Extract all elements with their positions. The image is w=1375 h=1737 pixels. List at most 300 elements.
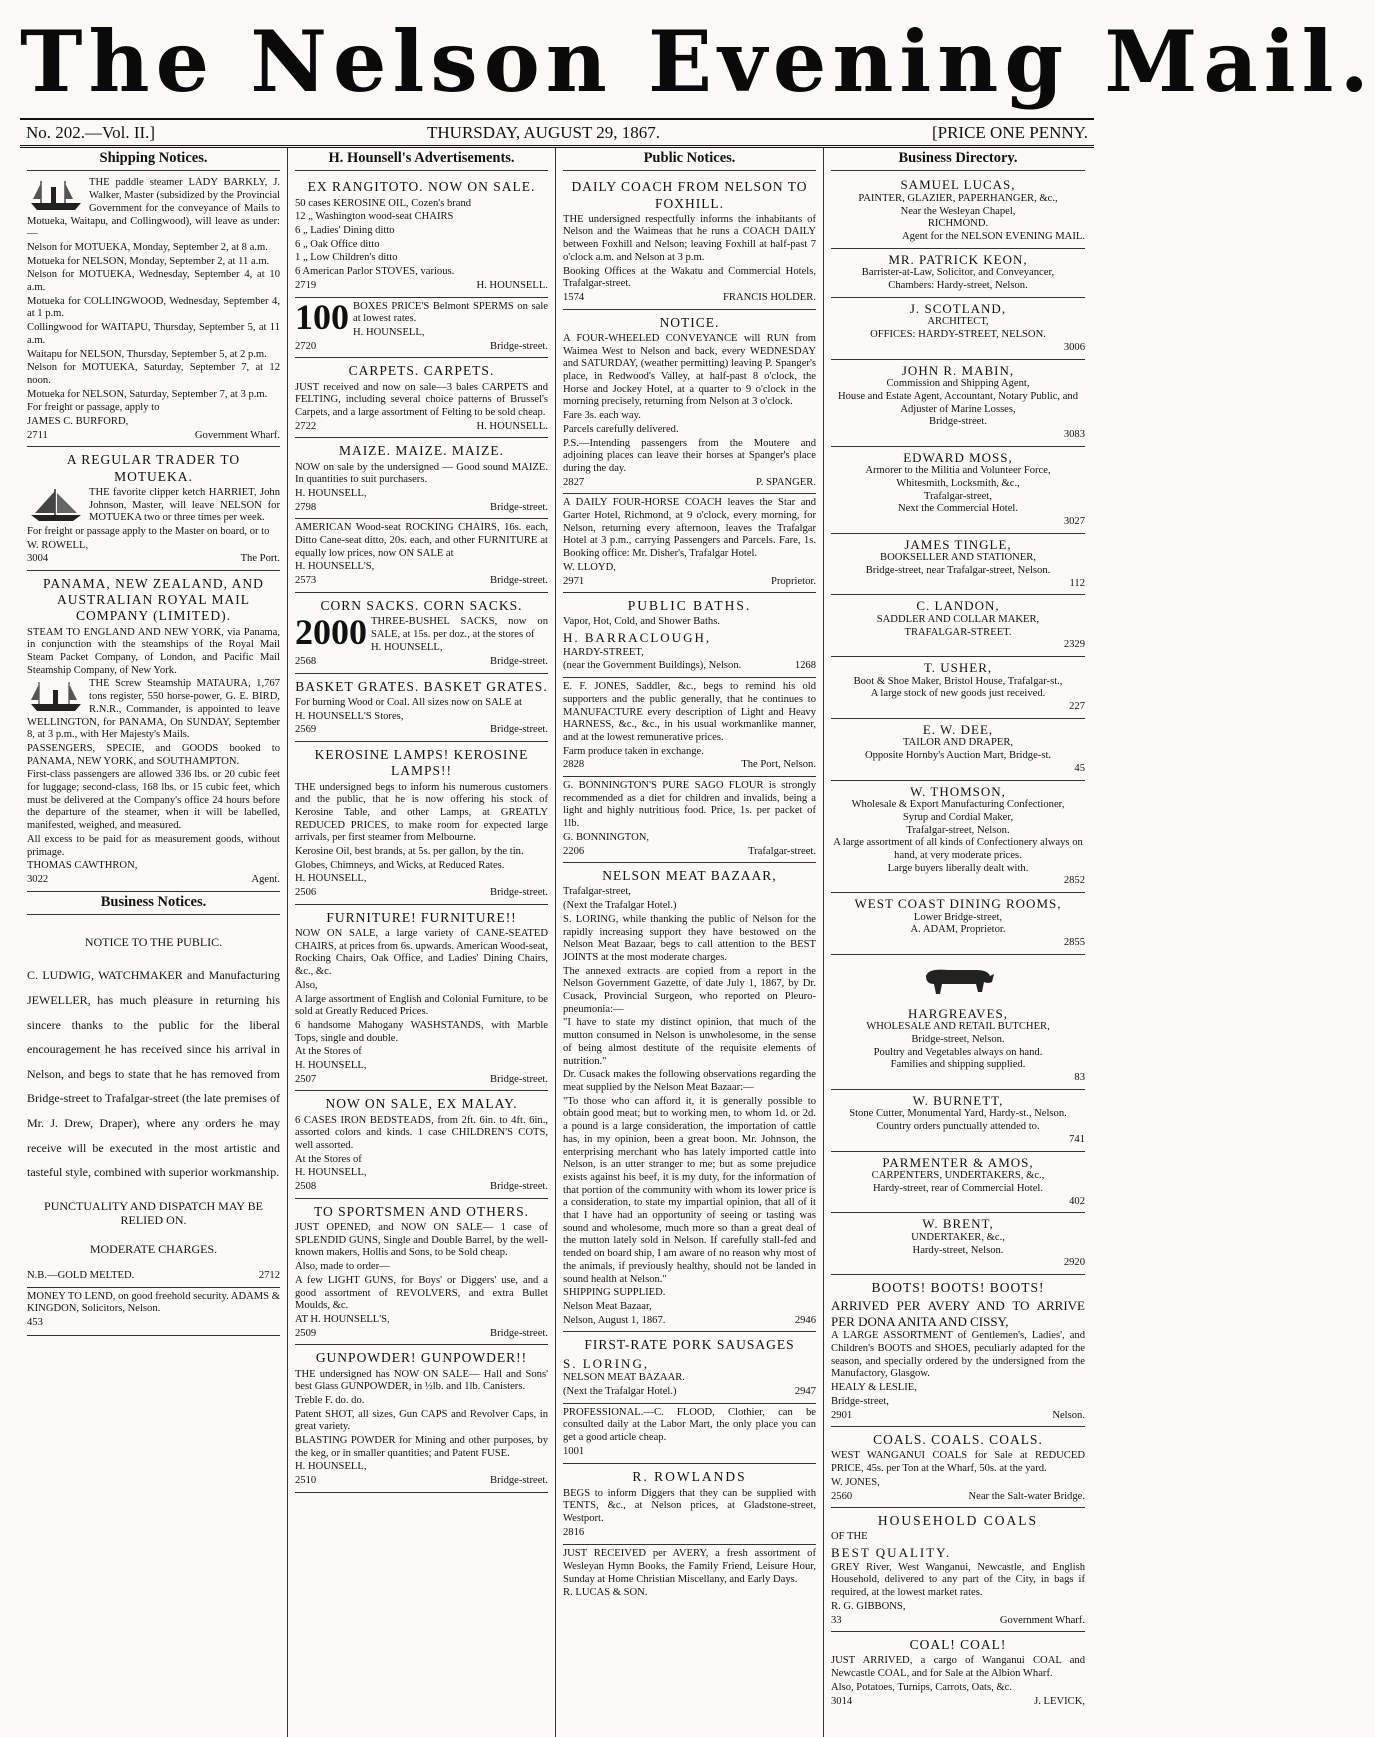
ad-body: "I have to state my distinct opinion, that much of the mutton consumed in Nelson is unwholesome, in the sense of being almost destitute of the requisite elements of nutrition." xyxy=(563,1017,816,1067)
directory-entry xyxy=(831,719,1085,781)
ad-body: MONEY TO LEND, on good freehold security. ADAMS & KINGDON, Solicitors, Nelson. xyxy=(27,1290,280,1315)
directory-name: J. SCOTLAND, xyxy=(909,300,1007,316)
directory-name: SAMUEL LUCAS, xyxy=(900,177,1016,193)
directory-name: JAMES TINGLE, xyxy=(904,536,1012,552)
ad-agent: W. ROWELL, xyxy=(27,539,89,551)
ad-body: AMERICAN Wood-seat ROCKING CHAIRS, 16s. each, Ditto Cane-seat ditto, 20s. each, and other FURNITURE at equally low prices, now ON SALE at xyxy=(295,522,548,559)
directory-line: Families and shipping supplied. xyxy=(890,1059,1026,1071)
ad-signature: H. HOUNSELL, xyxy=(295,1461,367,1473)
ad-heading: KEROSINE LAMPS! KEROSINE LAMPS!! xyxy=(314,747,529,779)
ad-heading: MAIZE. MAIZE. MAIZE. xyxy=(338,443,505,459)
ad-number: 2827 xyxy=(563,476,585,488)
ad-place: Bridge-street. xyxy=(490,887,548,899)
ad-number: 1574 xyxy=(563,291,585,303)
directory-entry xyxy=(831,298,1085,360)
ad-line: (near the Government Buildings), Nelson. xyxy=(563,660,742,672)
ad-body: JUST OPENED, and NOW ON SALE— 1 case of SPLENDID GUNS, Single and Double Barrel, by the well-known makers, Hollis and Sons, to be Sold cheap. xyxy=(295,1222,548,1259)
ad-number: 33 xyxy=(831,1614,842,1626)
ad-body: BLASTING POWDER for Mining and other purposes, by the keg, or in smaller quantities; and Patent FUSE. xyxy=(295,1435,548,1459)
ad-number: 402 xyxy=(1069,1195,1085,1207)
column-heading: H. Hounsell's Advertisements. xyxy=(295,148,548,171)
sailing: Nelson for MOTUEKA, Wednesday, September 4, at 10 a.m. xyxy=(27,269,280,294)
ad-line: Also, made to order— xyxy=(295,1261,390,1273)
directory-name: W. BRENT, xyxy=(922,1216,994,1232)
ad-heading: PANAMA, NEW ZEALAND, AND AUSTRALIAN ROYAL MAIL COMPANY (LIMITED). xyxy=(43,576,264,624)
ad-body: S. LORING, while thanking the public of Nelson for the rapidly increasing support they have bestowed on the Nelson Meat Bazaar, begs to call attention to the BEST JOINTS at the most moderate charges. xyxy=(563,913,816,963)
ad-signature: H. HOUNSELL, xyxy=(295,487,367,499)
ad-body: Dr. Cusack makes the following observations regarding the meat supplied by the Nelson Meat Bazaar:— xyxy=(563,1069,816,1093)
ad-line: Trafalgar-street, xyxy=(563,886,631,898)
ad-number: 2509 xyxy=(295,1327,317,1339)
ad-body: THE paddle steamer LADY BARKLY, J. Walker, Master (subsidized by the Provincial Government for the conveyance of Mails to Motueka, Waitapu, and Collingwood), will leave as under:— xyxy=(27,177,280,240)
ad-number: 83 xyxy=(1074,1072,1085,1084)
directory-line: Chambers: Hardy-street, Nelson. xyxy=(888,280,1028,292)
ad-body: P.S.—Intending passengers from the Moutere and adjoining places can leave their horses at Spanger's place during the day. xyxy=(563,437,816,474)
ad-sportsmen xyxy=(295,1199,548,1346)
directory-line: House and Estate Agent, Accountant, Notary Public, and Adjuster of Marine Losses, xyxy=(837,390,1079,415)
big-number: 2000 xyxy=(295,612,367,653)
ad-body: BOXES PRICE'S Belmont SPERMS on sale at lowest rates. xyxy=(353,300,548,325)
directory-entry xyxy=(831,360,1085,447)
ad-number: 3006 xyxy=(1063,341,1085,353)
ad-heading: HOUSEHOLD COALS xyxy=(877,1513,1039,1529)
ad-heading: COAL! COAL! xyxy=(909,1637,1007,1653)
ad-body: A large assortment of English and Colonial Furniture, to be sold at Greatly Reduced Prices. xyxy=(295,993,548,1018)
ad-coal-levick xyxy=(831,1632,1085,1712)
ad-body: For burning Wood or Coal. All sizes now on SALE at xyxy=(295,697,522,709)
ad-line: N.B.—GOLD MELTED. xyxy=(27,1269,135,1281)
ad-body: 6 CASES IRON BEDSTEADS, from 2ft. 6in. to 4ft. 6in., assorted colors and kinds. 1 case CHILDREN'S COTS, well assorted. xyxy=(295,1114,548,1152)
ad-heading: DAILY COACH FROM NELSON TO FOXHILL. xyxy=(571,179,808,211)
ad-place: Near the Salt-water Bridge. xyxy=(968,1490,1085,1502)
ad-number: 1001 xyxy=(563,1445,585,1457)
ad-number: 2720 xyxy=(295,340,317,352)
ad-place: Trafalgar-street. xyxy=(748,845,816,857)
ad-body: THE undersigned has NOW ON SALE— Hall and Sons' best Glass GUNPOWDER, in ½lb. and 1lb. Canisters. xyxy=(295,1368,548,1393)
ad-heading: BASKET GRATES. BASKET GRATES. xyxy=(295,678,548,694)
ad-ex-rangitoto xyxy=(295,174,548,297)
ad-basket-grates xyxy=(295,674,548,742)
ad-number: 2719 xyxy=(295,279,317,291)
ad-number: 2569 xyxy=(295,724,317,736)
ad-signature: W. LLOYD, xyxy=(563,561,616,573)
ad-heading: NOW ON SALE, EX MALAY. xyxy=(325,1096,518,1112)
ad-number: 227 xyxy=(1069,701,1085,713)
column-heading: Public Notices. xyxy=(563,148,816,171)
ad-signature: H. HOUNSELL'S Stores, xyxy=(295,710,404,722)
ad-number: 2573 xyxy=(295,575,317,587)
big-number: 100 xyxy=(295,296,349,337)
ad-number: 2568 xyxy=(295,656,317,668)
directory-name: JOHN R. MABIN, xyxy=(901,362,1015,378)
issue-number: No. 202.—Vol. II.] xyxy=(26,122,156,142)
ad-body: Kerosine Oil, best brands, at 5s. per gallon, by the tin. xyxy=(295,846,524,858)
ad-body: Patent SHOT, all sizes, Gun CAPS and Revolver Caps, in great variety. xyxy=(295,1408,548,1433)
item: 6 American Parlor STOVES, various. xyxy=(295,266,455,278)
ad-rowlands xyxy=(563,1464,816,1545)
directory-line: TAILOR AND DRAPER, xyxy=(902,737,1014,749)
directory-line: A large stock of new goods just received. xyxy=(870,688,1046,700)
ad-number: 3004 xyxy=(27,553,49,565)
ad-heading: BOOTS! BOOTS! BOOTS! xyxy=(871,1279,1045,1295)
ad-body: C. LUDWIG, WATCHMAKER and Manufacturing JEWELLER, has much pleasure in returning his sincere thanks to the public for the liberal encouragement he has received since his arrival in Nelson, and begs to state that he has removed from Bridge-street to Trafalgar-street (the late premises of Mr. J. Drew, Draper), where any orders he may receive will be executed in the most artistic and tasteful style, combined with superior workmanship. xyxy=(27,968,280,1180)
ad-signature: J. LEVICK, xyxy=(1034,1695,1085,1707)
ad-heading: CORN SACKS. CORN SACKS. xyxy=(320,597,523,613)
directory-line: SADDLER AND COLLAR MAKER, xyxy=(876,614,1040,626)
ad-body: Also, Potatoes, Turnips, Carrots, Oats, &c. xyxy=(831,1681,1012,1693)
directory-name: MR. PATRICK KEON, xyxy=(888,251,1028,267)
ad-line: HARDY-STREET, xyxy=(563,646,644,658)
ad-body: Globes, Chimneys, and Wicks, at Reduced Rates. xyxy=(295,859,505,871)
directory-name: EDWARD MOSS, xyxy=(903,449,1013,465)
item: 50 cases KEROSINE OIL, Cozen's brand xyxy=(295,197,472,209)
ad-line: (Next the Trafalgar Hotel.) xyxy=(563,1385,677,1397)
ad-number: 2946 xyxy=(794,1314,816,1326)
ad-number: 2206 xyxy=(563,845,585,857)
ad-place: Nelson. xyxy=(1052,1409,1085,1421)
ad-lady-barkly xyxy=(27,174,280,447)
directory-line: Bridge-street, Nelson. xyxy=(911,1034,1005,1046)
ad-line: AT H. HOUNSELL'S, xyxy=(295,1313,390,1325)
ad-place: Bridge-street. xyxy=(490,501,548,513)
ad-body: THE Screw Steamship MATAURA, 1,767 tons register, 550 horse-power, G. E. BIRD, R.N.R., Commander, is appointed to leave WELLINGTON, for PANAMA, On SUNDAY, September 8, at 3 p.m., with Her Majesty's Mails. xyxy=(27,678,280,741)
ad-body: NOW ON SALE, a large variety of CANE-SEATED CHAIRS, at prices from 6s. upwards. American Wood-seat, Rocking Chairs, Oak Office, and Ladies' Dining Chairs, &c., &c. xyxy=(295,928,548,978)
ad-body: NOW on sale by the undersigned — Good sound MAIZE. In quantities to suit purchasers. xyxy=(295,461,548,486)
ad-number: 2920 xyxy=(1063,1257,1085,1269)
column-public-notices xyxy=(556,148,824,1737)
directory-line: Barrister-at-Law, Solicitor, and Conveyancer, xyxy=(861,267,1055,279)
item: 6 „ Ladies' Dining ditto xyxy=(295,224,395,236)
ad-coals-jones xyxy=(831,1427,1085,1508)
ad-body: A FOUR-WHEELED CONVEYANCE will RUN from Waimea West to Nelson and back, every WEDNESDAY and SATURDAY, (weather permitting) leaving P. Spanger's place, in Redwood's Valley, at half-past 8 o'clock, the Horse and Jockey Hotel, at a quarter to 9 o'clock in the morning precisely, returning from Nelson at 3 o'clock. xyxy=(563,332,816,408)
ad-body: THE undersigned respectfully informs the inhabitants of Nelson and the Waimeas that he runs a COACH DAILY between Foxhill and Nelson; leaving Foxhill at half-past 7 o'clock a.m. and Nelson at 3 p.m. xyxy=(563,213,816,263)
issue-date: THURSDAY, AUGUST 29, 1867. xyxy=(427,122,661,142)
directory-line: PAINTER, GLAZIER, PAPERHANGER, &c., xyxy=(858,192,1058,204)
ad-signature: W. JONES, xyxy=(831,1476,880,1488)
directory-line: Hardy-street, rear of Commercial Hotel. xyxy=(872,1182,1044,1194)
item: 6 „ Oak Office ditto xyxy=(295,238,380,250)
directory-line: UNDERTAKER, &c., xyxy=(911,1231,1005,1243)
ad-place: Bridge-street. xyxy=(490,656,548,668)
ad-heading: NOTICE TO THE PUBLIC. xyxy=(84,935,223,950)
ad-signature: H. HOUNSELL'S, xyxy=(295,561,375,573)
ad-body: 6 handsome Mahogany WASHSTANDS, with Marble Tops, single and double. xyxy=(295,1019,548,1044)
ad-number: 2712 xyxy=(258,1269,280,1281)
ad-name: H. BARRACLOUGH, xyxy=(563,630,712,646)
ad-date: Nelson, August 1, 1867. xyxy=(563,1314,666,1326)
item: 1 „ Low Children's ditto xyxy=(295,252,398,264)
ad-heading: NELSON MEAT BAZAAR, xyxy=(602,868,777,884)
ad-heading: NOTICE. xyxy=(659,314,720,330)
ad-agent: JAMES C. BURFORD, xyxy=(27,416,129,428)
directory-line: Lower Bridge-street, xyxy=(913,911,1003,923)
directory-name: HARGREAVES, xyxy=(908,1005,1008,1021)
ad-number: 2560 xyxy=(831,1490,853,1502)
ad-boots xyxy=(831,1275,1085,1427)
directory-line: Trafalgar-street, Nelson. xyxy=(906,824,1010,836)
directory-line: TRAFALGAR-STREET. xyxy=(904,626,1012,638)
directory-entry xyxy=(831,447,1085,534)
ox-icon xyxy=(918,962,998,1002)
ad-heading: TO SPORTSMEN AND OTHERS. xyxy=(314,1203,529,1219)
ad-line: Fare 3s. each way. xyxy=(563,410,641,422)
ad-gunpowder xyxy=(295,1345,548,1493)
ad-number: Agent for the NELSON EVENING MAIL. xyxy=(901,231,1085,243)
ad-body: GREY River, West Wanganui, Newcastle, and English Household, delivered to any part of the City, in bags if required, at the lowest market rates. xyxy=(831,1561,1085,1599)
directory-line: OFFICES: HARDY-STREET, NELSON. xyxy=(870,329,1046,341)
ad-jones-saddler xyxy=(563,678,816,777)
ad-line: ARRIVED PER AVERY AND TO ARRIVE PER DONA ANITA AND CISSY, xyxy=(831,1298,1085,1329)
directory-entry xyxy=(831,781,1085,894)
ad-flood-clothier xyxy=(563,1404,816,1465)
ad-body: JUST ARRIVED, a cargo of Wanganui COAL and Newcastle COAL, and for Sale at the Albion Wharf. xyxy=(831,1655,1085,1680)
directory-line: A large assortment of all kinds of Confectionery always on hand, at very moderate prices. xyxy=(833,837,1083,861)
ad-place: The Port, Nelson. xyxy=(741,759,816,771)
ad-apply: For freight or passage, apply to xyxy=(27,402,160,414)
sailing: Motueka for NELSON, Monday, September 2, at 11 a.m. xyxy=(27,255,270,267)
ad-line: Vapor, Hot, Cold, and Shower Baths. xyxy=(563,616,720,628)
directory-entry xyxy=(831,1213,1085,1275)
ad-agent: THOMAS CAWTHRON, xyxy=(27,860,138,872)
ad-body: THREE-BUSHEL SACKS, now on SALE, at 15s. per doz., at the stores of xyxy=(371,616,548,640)
directory-entry xyxy=(831,174,1085,248)
directory-name: T. USHER, xyxy=(923,660,993,676)
directory-name: E. W. DEE, xyxy=(922,721,994,737)
ad-body: First-class passengers are allowed 336 lbs. or 20 cubic feet for luggage; second-class, 168 lbs. or 15 cubic feet, which must be delivered at the Company's office 24 hours before the departure of the steamer, when it will be labelled, manifested, weighed, and measured. xyxy=(27,769,280,832)
ad-pork-sausages xyxy=(563,1332,816,1403)
ad-corn-sacks xyxy=(295,593,548,674)
directory-line: Trafalgar-street, xyxy=(924,490,992,502)
ad-foxhill-coach xyxy=(563,174,816,309)
ad-number: 112 xyxy=(1069,577,1085,589)
ad-line: Parcels carefully delivered. xyxy=(563,423,679,435)
ad-four-wheeled xyxy=(563,310,816,495)
ad-number: 2798 xyxy=(295,501,317,513)
ad-number: 3022 xyxy=(27,873,49,885)
directory-entry xyxy=(831,534,1085,596)
ad-signature: R. LUCAS & SON. xyxy=(563,1587,648,1599)
ad-place: Agent. xyxy=(251,873,280,885)
ad-heading: PUBLIC BATHS. xyxy=(627,598,752,614)
ad-place: The Port. xyxy=(240,553,280,565)
ad-number: 2901 xyxy=(831,1409,853,1421)
directory-line: WHOLESALE AND RETAIL BUTCHER, xyxy=(866,1021,1050,1033)
ad-signature: FRANCIS HOLDER. xyxy=(722,291,816,303)
ad-number: 2329 xyxy=(1063,639,1085,651)
ad-money-to-lend xyxy=(27,1288,280,1336)
ad-line: BEST QUALITY. xyxy=(831,1545,952,1561)
ad-number: 2852 xyxy=(1063,875,1085,887)
ad-signature: H. HOUNSELL. xyxy=(476,279,548,291)
ad-hymn-books xyxy=(563,1545,816,1605)
ad-line: MODERATE CHARGES. xyxy=(89,1241,218,1256)
ad-place: Bridge-street. xyxy=(490,1475,548,1487)
directory-entry xyxy=(831,955,1085,1090)
ad-furniture xyxy=(295,905,548,1092)
ad-number: 2510 xyxy=(295,1475,317,1487)
ad-heading: FIRST-RATE PORK SAUSAGES xyxy=(584,1337,795,1353)
ad-heading: COALS. COALS. COALS. xyxy=(873,1432,1043,1448)
ad-place: Bridge-street, xyxy=(831,1395,889,1407)
directory-entry xyxy=(831,595,1085,657)
ad-number: 2508 xyxy=(295,1181,317,1193)
masthead: The Nelson Evening Mail. xyxy=(20,12,1375,111)
column-heading: Business Directory. xyxy=(831,148,1085,171)
directory-line: Opposite Hornby's Auction Mart, Bridge-st. xyxy=(864,750,1052,762)
ad-place: Bridge-street. xyxy=(490,340,548,352)
ad-household-coals xyxy=(831,1508,1085,1632)
ad-public-baths xyxy=(563,593,816,678)
directory-entry xyxy=(831,1152,1085,1214)
ad-line: (Next the Trafalgar Hotel.) xyxy=(563,900,677,912)
directory-line: Boot & Shoe Maker, Bristol House, Trafalgar-st., xyxy=(853,675,1063,687)
ad-heading: CARPETS. CARPETS. xyxy=(348,363,495,379)
ad-number: 2506 xyxy=(295,887,317,899)
ad-number: 453 xyxy=(27,1317,43,1329)
ad-signature: H. HOUNSELL. xyxy=(476,420,548,432)
ad-signature: R. G. GIBBONS, xyxy=(831,1600,906,1612)
ad-line: NELSON MEAT BAZAAR. xyxy=(563,1372,685,1384)
directory-line: Armorer to the Militia and Volunteer Force, xyxy=(865,465,1051,477)
ad-heading: FURNITURE! FURNITURE!! xyxy=(326,909,517,925)
ad-apply: For freight or passage apply to the Master on board, or to xyxy=(27,525,270,537)
ad-number: 2828 xyxy=(563,759,585,771)
sailing: Nelson for MOTUEKA, Saturday, September 7, at 12 noon. xyxy=(27,362,280,386)
ad-sago-flour xyxy=(563,777,816,863)
ad-harriet xyxy=(27,447,280,571)
ad-line: Also, xyxy=(295,979,318,991)
ad-body: A few LIGHT GUNS, for Boys' or Diggers' use, and a good assortment of REVOLVERS, and extra Bullet Moulds, &c. xyxy=(295,1274,548,1312)
ad-rocking-chairs xyxy=(295,519,548,593)
ad-heading: R. ROWLANDS xyxy=(632,1469,747,1485)
ad-heading: A REGULAR TRADER TO MOTUEKA. xyxy=(66,452,241,484)
ad-body: All excess to be paid for as measurement goods, without primage. xyxy=(27,833,280,858)
ad-number: 3027 xyxy=(1063,516,1085,528)
ad-body: JUST RECEIVED per AVERY, a fresh assortment of Wesleyan Hymn Books, the Family Friend, Leisure Hour, Sunday at Home Christian Miscellany, and Early Days. xyxy=(563,1548,816,1585)
directory-line: A. ADAM, Proprietor. xyxy=(910,924,1006,936)
directory-line: Hardy-street, Nelson. xyxy=(912,1244,1004,1256)
directory-name: C. LANDON, xyxy=(916,598,1000,614)
ad-body: A DAILY FOUR-HORSE COACH leaves the Star and Garter Hotel, Richmond, at 9 o'clock, every morning, for Nelson, returning every afternoon, leaves the Trafalgar Hotel at 3 p.m., carrying Passengers and Parcels. Fare, 1s. Booking office: Mr. Disher's, Trafalgar Hotel. xyxy=(563,497,816,560)
ad-body: THE undersigned begs to inform his numerous customers and the public, that he is now offering his stock of Kerosine Table, and other Lamps, at GREATLY REDUCED PRICES, to make room for expected large arrivals, per first steamer from Melbourne. xyxy=(295,781,548,844)
directory-entry xyxy=(831,893,1085,955)
ad-signature: G. BONNINGTON, xyxy=(563,831,650,843)
ad-signature: H. HOUNSELL, xyxy=(295,1167,367,1179)
ad-number: 2711 xyxy=(27,429,48,441)
directory-line: Near the Wesleyan Chapel, xyxy=(900,205,1016,217)
ad-number: 2947 xyxy=(794,1385,816,1397)
directory-line: Wholesale & Export Manufacturing Confectioner, xyxy=(851,799,1065,811)
sailing: Motueka for NELSON, Saturday, September 7, at 3 p.m. xyxy=(27,388,268,400)
ad-number: 2507 xyxy=(295,1073,317,1085)
ad-number: 2722 xyxy=(295,420,317,432)
ad-carpets xyxy=(295,358,548,438)
ad-line: At the Stores of xyxy=(295,1046,362,1058)
sailing: Motueka for COLLINGWOOD, Wednesday, September 4, at 1 p.m. xyxy=(27,295,280,320)
ad-number: 3083 xyxy=(1063,428,1085,440)
ad-line: OF THE xyxy=(831,1531,868,1543)
directory-entry xyxy=(831,1090,1085,1152)
ad-signature: HEALY & LESLIE, xyxy=(831,1382,917,1394)
directory-list xyxy=(831,174,1085,1275)
ad-body: A LARGE ASSORTMENT of Gentlemen's, Ladies', and Children's BOOTS and SHOES, peculiarly adapted for the season, and specially ordered by the undersigned from the Manufactory, Glasgow. xyxy=(831,1330,1085,1380)
ad-line: PUNCTUALITY AND DISPATCH MAY BE RELIED ON. xyxy=(44,1198,263,1228)
ad-place: Government Wharf. xyxy=(194,429,280,441)
dateline xyxy=(20,118,1094,148)
ad-place: Bridge-street. xyxy=(490,1073,548,1085)
directory-line: Country orders punctually attended to. xyxy=(876,1121,1040,1133)
ad-body: JUST received and now on sale—3 bales CARPETS and FELTING, including several choice patterns of Brussel's Carpets, and a large assortment of Felting to be sold cheap. xyxy=(295,381,548,418)
column-hounsell xyxy=(288,148,556,1737)
item: 12 „ Washington wood-seat CHAIRS xyxy=(295,211,454,223)
ad-body: STEAM TO ENGLAND AND NEW YORK, via Panama, in conjunction with the steamships of the Royal Mail Steam Packet Company, of London, and Pacific Mail Steamship Company, of New York. xyxy=(27,626,280,676)
ad-number: 741 xyxy=(1069,1133,1085,1145)
ad-signature: H. HOUNSELL, xyxy=(371,642,443,654)
ad-meat-bazaar xyxy=(563,863,816,1332)
ad-body: PASSENGERS, SPECIE, and GOODS booked to PANAMA, NEW YORK, and SOUTHAMPTON. xyxy=(27,742,280,767)
ad-place: Bridge-street. xyxy=(490,1327,548,1339)
ad-number: 3014 xyxy=(831,1695,853,1707)
directory-name: WEST COAST DINING ROOMS, xyxy=(854,896,1062,912)
ad-line: SHIPPING SUPPLIED. xyxy=(563,1287,666,1299)
ad-body: Farm produce taken in exchange. xyxy=(563,745,704,757)
directory-line: RICHMOND. xyxy=(927,218,989,230)
columns xyxy=(20,148,1094,1737)
ad-number: 2971 xyxy=(563,575,585,587)
ad-signature: P. SPANGER. xyxy=(756,476,816,488)
ad-line: Treble F. do. do. xyxy=(295,1394,365,1406)
ad-body: G. BONNINGTON'S PURE SAGO FLOUR is strongly recommended as a diet for children and invalids, being a light and highly nutritious food. Price, 1s. per packet of 1lb. xyxy=(563,780,816,830)
issue-price: [PRICE ONE PENNY. xyxy=(931,122,1088,142)
ad-four-horse-coach xyxy=(563,494,816,593)
ad-maize xyxy=(295,438,548,519)
directory-line: Commission and Shipping Agent, xyxy=(886,378,1030,390)
directory-line: Bridge-street. xyxy=(929,416,987,428)
ad-body: Booking Offices at the Wakatu and Commercial Hotels, Trafalgar-street. xyxy=(563,265,816,290)
ad-body: BEGS to inform Diggers that they can be supplied with TENTS, &c., at Nelson prices, at Gladstone-street, Westport. xyxy=(563,1487,816,1524)
directory-name: PARMENTER & AMOS, xyxy=(882,1154,1034,1170)
ad-line: Nelson Meat Bazaar, xyxy=(563,1300,652,1312)
ad-signature: H. HOUNSELL, xyxy=(295,873,367,885)
ad-place: Government Wharf. xyxy=(999,1614,1085,1626)
ad-body: THE favorite clipper ketch HARRIET, John Johnson, Master, will leave NELSON for MOTUEKA two or three times per week. xyxy=(89,486,280,524)
sailing: Waitapu for NELSON, Thursday, September 5, at 2 p.m. xyxy=(27,348,267,360)
sailing: Nelson for MOTUEKA, Monday, September 2, at 8 a.m. xyxy=(27,241,268,253)
directory-name: W. THOMSON, xyxy=(910,783,1006,799)
ad-place: Bridge-street. xyxy=(490,1181,548,1193)
directory-entry xyxy=(831,249,1085,298)
directory-line: Syrup and Cordial Maker, xyxy=(902,811,1014,823)
directory-entry xyxy=(831,657,1085,719)
directory-line: Whitesmith, Locksmith, &c., xyxy=(896,477,1020,489)
directory-line: BOOKSELLER AND STATIONER, xyxy=(880,552,1036,564)
ad-place: Bridge-street. xyxy=(490,724,548,736)
ad-body: E. F. JONES, Saddler, &c., begs to remind his old supporters and the public generally, that he continues to MANUFACTURE every description of Light and Heavy HARNESS, &c., &c., in his usual workmanlike manner, and at the lowest remunerative prices. xyxy=(563,681,816,743)
column-subheading: Business Notices. xyxy=(27,892,280,915)
steamship-icon xyxy=(27,678,85,714)
ad-heading: EX RANGITOTO. NOW ON SALE. xyxy=(307,179,536,195)
ad-body: The annexed extracts are copied from a report in the Nelson Government Gazette, of date July 1, 1867, by Dr. Cusack, Provincial Surgeon, who reported on Pleuro-pneumonia:— xyxy=(563,965,816,1015)
ad-heading: GUNPOWDER! GUNPOWDER!! xyxy=(315,1350,528,1366)
ketch-icon xyxy=(27,487,85,523)
ad-place: Bridge-street. xyxy=(490,575,548,587)
ad-panama-mail xyxy=(27,571,280,892)
ad-body: "To those who can afford it, it is generally possible to obtain good meat; but to working men, to whom 1d. or 2d. a pound is a large consideration, the importation of cattle has, in my opinion, been a great boon. Mr. Johnson, the enterprising merchant who has lately imported cattle into Nelson, is an utter stranger to me; but as some prejudice exists against his beef, it is my duty, for the information of that portion of the community with whom its lower price is a consideration, to state my impartial opinion, that all of it that I have had an opportunity of seeing or tasting was sound and wholesome, much more so than a great deal of the mutton lately sold in Nelson. If carefully stall-fed and tended on board ship, I am aware of no reason why most of the animals, if previously healthy, should not be landed in sound health at Nelson." xyxy=(563,1095,816,1285)
ad-line: At the Stores of xyxy=(295,1153,362,1165)
ad-number: 2855 xyxy=(1063,937,1085,949)
column-business-directory xyxy=(824,148,1092,1737)
directory-line: Large buyers liberally dealt with. xyxy=(887,862,1029,874)
